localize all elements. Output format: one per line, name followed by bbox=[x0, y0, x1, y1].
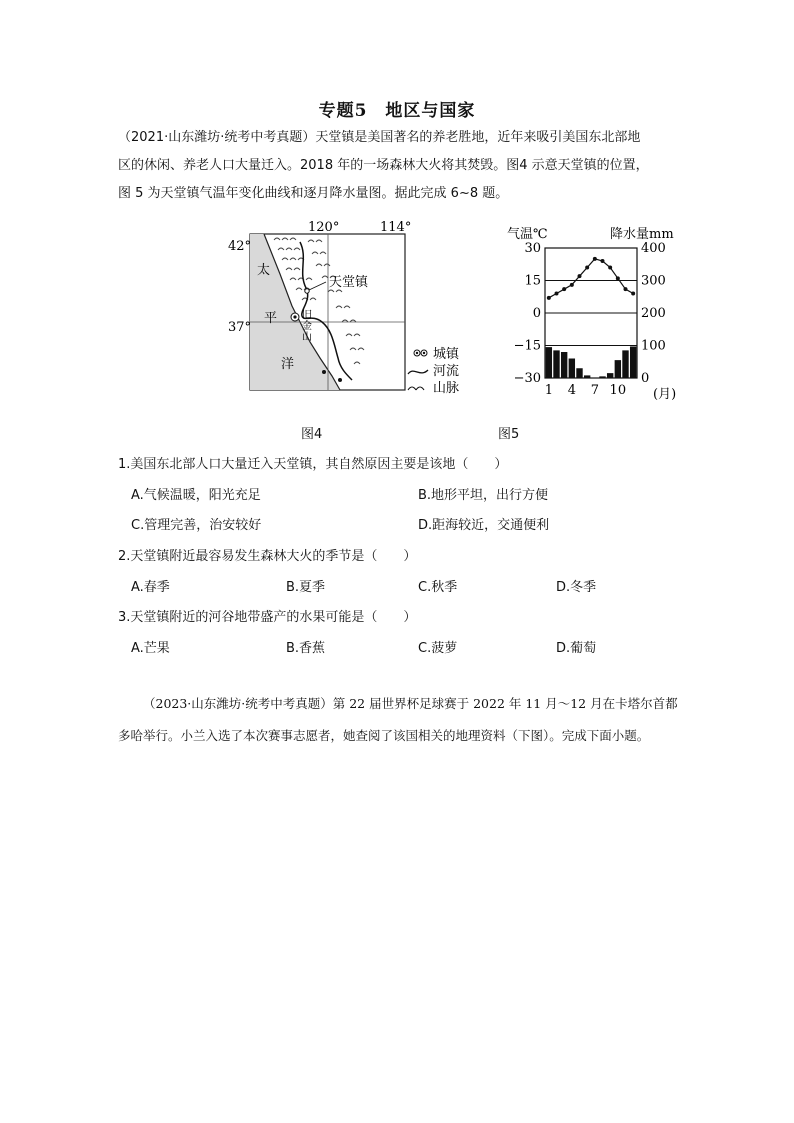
lat-37-label: 37° bbox=[228, 320, 252, 335]
precip-bar bbox=[553, 350, 559, 378]
temperature-point bbox=[624, 287, 628, 291]
precip-bar bbox=[569, 359, 575, 379]
intro-line-3: 图 5 为天堂镇气温年变化曲线和逐月降水量图。据此完成 6~8 题。 bbox=[118, 186, 509, 201]
q2-option-d[interactable]: D.冬季 bbox=[556, 580, 597, 595]
question-1-stem: 1.美国东北部人口大量迁入天堂镇，其自然原因主要是该地（ ） bbox=[118, 457, 508, 472]
city-label-1: 旧 bbox=[302, 310, 312, 321]
temperature-point bbox=[555, 292, 559, 296]
q3-option-c[interactable]: C.菠萝 bbox=[418, 641, 458, 656]
temp-tick-label: −15 bbox=[513, 338, 541, 354]
intro-source: （2021·山东潍坊·统考中考真题） bbox=[118, 130, 316, 145]
lon-120-label: 120° bbox=[308, 220, 340, 235]
q1-option-c[interactable]: C.管理完善，治安较好 bbox=[131, 518, 262, 533]
precip-tick-label: 0 bbox=[641, 371, 650, 386]
precip-tick-label: 300 bbox=[641, 273, 666, 289]
precip-bar bbox=[607, 373, 613, 378]
ocean-label-3: 洋 bbox=[281, 357, 295, 372]
precip-axis-title: 降水量mm bbox=[610, 227, 674, 242]
figure-4-caption: 图4 bbox=[301, 427, 323, 442]
temp-tick-label: 30 bbox=[524, 241, 541, 256]
precip-bar bbox=[615, 360, 621, 378]
temperature-point bbox=[570, 283, 574, 287]
temperature-point bbox=[562, 287, 566, 291]
lon-114-label: 114° bbox=[380, 220, 412, 235]
temperature-point bbox=[547, 296, 551, 300]
q2-option-a[interactable]: A.春季 bbox=[131, 580, 170, 595]
precip-tick-label: 400 bbox=[641, 241, 666, 256]
q2-option-c[interactable]: C.秋季 bbox=[418, 580, 458, 595]
precip-bar bbox=[584, 375, 590, 378]
mountain-legend-icon bbox=[408, 387, 424, 390]
figure-5-caption: 图5 bbox=[498, 427, 520, 442]
precip-bar bbox=[546, 347, 552, 378]
ocean-label-2: 平 bbox=[264, 311, 278, 326]
legend-mountain-label: 山脉 bbox=[433, 381, 460, 396]
precip-tick-label: 200 bbox=[641, 306, 666, 321]
x-axis-unit: (月) bbox=[653, 387, 677, 400]
paradise-town-label: 天堂镇 bbox=[329, 275, 369, 290]
city-label-3: 山 bbox=[302, 332, 312, 343]
figure-4-map bbox=[228, 218, 468, 398]
river-legend-icon bbox=[408, 370, 428, 374]
page-title: 专题5 地区与国家 bbox=[318, 101, 476, 121]
x-tick-label: 10 bbox=[609, 383, 627, 398]
temp-tick-label: 15 bbox=[524, 273, 541, 289]
x-tick-label: 1 bbox=[544, 383, 553, 398]
x-tick-label: 4 bbox=[567, 383, 576, 398]
precip-bar bbox=[561, 352, 567, 378]
question-3-stem: 3.天堂镇附近的河谷地带盛产的水果可能是（ ） bbox=[118, 610, 417, 625]
temperature-point bbox=[578, 274, 582, 278]
temp-tick-label: 0 bbox=[532, 306, 541, 321]
temperature-line bbox=[549, 259, 633, 298]
paradise-town-marker bbox=[305, 289, 309, 293]
q1-option-a[interactable]: A.气候温暖，阳光充足 bbox=[131, 488, 261, 503]
ocean-label-1: 太 bbox=[257, 263, 271, 278]
temp-axis-title: 气温℃ bbox=[507, 227, 548, 242]
city-label-2: 金 bbox=[302, 321, 312, 332]
temperature-point bbox=[631, 292, 635, 296]
intro-line-2: 区的休闲、养老人口大量迁入。2018 年的一场森林大火将其焚毁。图4 示意天堂镇的位置， bbox=[118, 158, 649, 173]
temp-tick-label: −30 bbox=[513, 371, 541, 386]
passage-2: （2023·山东潍坊·统考中考真题）第 22 届世界杯足球赛于 2022 年 11 月～12 月在卡塔尔首都多哈举行。小兰入选了本次赛事志愿者，她查阅了该国相关的地理资料（下图）。完成下面小题。 bbox=[118, 696, 678, 743]
q2-option-b[interactable]: B.夏季 bbox=[286, 580, 326, 595]
q3-option-b[interactable]: B.香蕉 bbox=[286, 641, 326, 656]
temperature-point bbox=[593, 257, 597, 261]
intro-paragraph bbox=[118, 124, 688, 208]
precip-bar bbox=[630, 346, 636, 378]
q1-option-d[interactable]: D.距海较近，交通便利 bbox=[418, 518, 550, 533]
lat-42-label: 42° bbox=[228, 239, 252, 254]
temperature-point bbox=[608, 266, 612, 270]
q3-option-d[interactable]: D.葡萄 bbox=[556, 641, 597, 656]
intro-line-1: （2021·山东潍坊·统考中考真题）天堂镇是美国著名的养老胜地，近年来吸引美国东北部地 bbox=[118, 130, 641, 145]
x-tick-label: 7 bbox=[590, 383, 599, 398]
legend-city-label: 城镇 bbox=[433, 347, 460, 362]
map-legend bbox=[408, 346, 460, 396]
temperature-point bbox=[585, 266, 589, 270]
question-2-stem: 2.天堂镇附近最容易发生森林大火的季节是（ ） bbox=[118, 549, 417, 564]
precip-bar bbox=[576, 368, 582, 378]
precip-bar bbox=[622, 350, 628, 378]
q1-option-b[interactable]: B.地形平坦，出行方便 bbox=[418, 488, 549, 503]
q3-option-a[interactable]: A.芒果 bbox=[131, 641, 170, 656]
precip-bar bbox=[599, 376, 605, 378]
legend-river-label: 河流 bbox=[433, 364, 460, 379]
temperature-point bbox=[601, 259, 605, 263]
figure-5-climate-chart bbox=[505, 220, 695, 400]
temperature-point bbox=[616, 276, 620, 280]
precip-tick-label: 100 bbox=[641, 338, 666, 354]
